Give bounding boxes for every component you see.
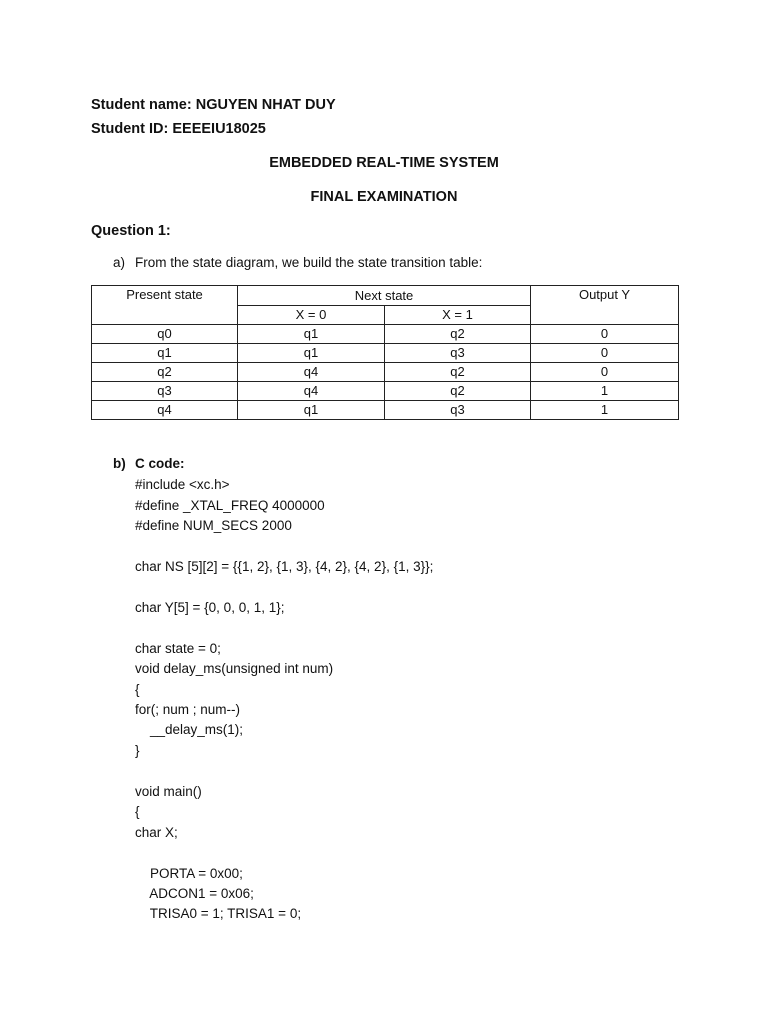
part-a-label: a)	[113, 255, 126, 270]
table-header-row	[92, 286, 679, 306]
cell-x0: q1	[238, 401, 385, 420]
table-row	[92, 382, 679, 401]
table-row	[92, 325, 679, 344]
part-b-label: b)	[113, 456, 126, 471]
code-line: char Y[5] = {0, 0, 0, 1, 1};	[135, 600, 285, 615]
part-a-text: From the state diagram, we build the state transition table:	[135, 255, 483, 270]
cell-x0: q1	[238, 344, 385, 363]
cell-x1: q2	[385, 382, 531, 401]
cell-present: q0	[92, 325, 238, 344]
exam-title: FINAL EXAMINATION	[310, 189, 458, 205]
header-x0: X = 0	[238, 306, 385, 325]
question-heading: Question 1:	[91, 223, 171, 239]
cell-present: q3	[92, 382, 238, 401]
cell-x0: q4	[238, 382, 385, 401]
cell-output: 1	[531, 401, 679, 420]
cell-present: q2	[92, 363, 238, 382]
table-row	[92, 344, 679, 363]
state-transition-table	[91, 285, 679, 420]
code-line: {	[135, 804, 140, 819]
cell-output: 0	[531, 363, 679, 382]
code-line: TRISA0 = 1; TRISA1 = 0;	[135, 906, 302, 921]
code-line: #include <xc.h>	[135, 477, 230, 492]
student-name: Student name: NGUYEN NHAT DUY	[91, 97, 336, 113]
code-line: for(; num ; num--)	[135, 702, 241, 717]
cell-present: q1	[92, 344, 238, 363]
header-output-y: Output Y	[531, 286, 679, 325]
code-line: #define NUM_SECS 2000	[135, 518, 292, 533]
part-b-heading: C code:	[135, 456, 185, 471]
cell-output: 0	[531, 325, 679, 344]
code-line: char X;	[135, 825, 178, 840]
cell-output: 1	[531, 382, 679, 401]
header-present-state: Present state	[92, 286, 238, 325]
header-x1: X = 1	[385, 306, 531, 325]
code-line: }	[135, 743, 140, 758]
cell-x0: q1	[238, 325, 385, 344]
code-line: char state = 0;	[135, 641, 221, 656]
table-row	[92, 363, 679, 382]
code-line: void delay_ms(unsigned int num)	[135, 661, 334, 676]
code-line: __delay_ms(1);	[135, 722, 244, 737]
cell-x1: q3	[385, 344, 531, 363]
code-line: char NS [5][2] = {{1, 2}, {1, 3}, {4, 2}, {4, 2}, {1, 3}};	[135, 559, 434, 574]
cell-x1: q2	[385, 325, 531, 344]
course-title: EMBEDDED REAL-TIME SYSTEM	[269, 155, 499, 171]
header-next-state: Next state	[238, 286, 531, 306]
cell-x0: q4	[238, 363, 385, 382]
code-line: #define _XTAL_FREQ 4000000	[135, 498, 325, 513]
student-id: Student ID: EEEEIU18025	[91, 121, 266, 137]
code-line: void main()	[135, 784, 202, 799]
cell-x1: q3	[385, 401, 531, 420]
code-line: {	[135, 682, 140, 697]
cell-x1: q2	[385, 363, 531, 382]
code-line: ADCON1 = 0x06;	[135, 886, 254, 901]
code-line: PORTA = 0x00;	[135, 866, 243, 881]
cell-present: q4	[92, 401, 238, 420]
table-row	[92, 401, 679, 420]
cell-output: 0	[531, 344, 679, 363]
